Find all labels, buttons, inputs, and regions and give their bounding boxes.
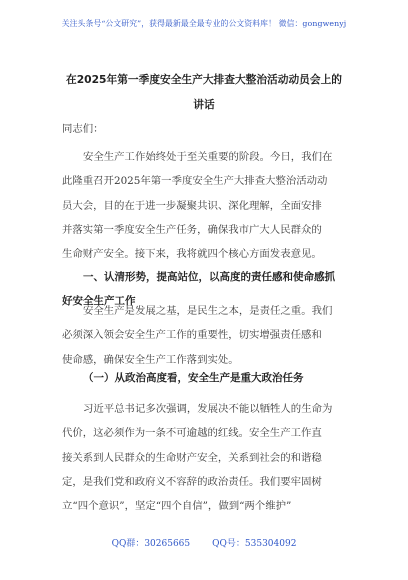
salutation <box>62 117 352 141</box>
section-1-heading-line-2: 好安全生产工作 <box>62 295 136 308</box>
intro-paragraph <box>62 145 352 266</box>
qq-number-text: QQ号：535304092 <box>212 539 297 549</box>
section-1-body-line-3: 使命感，确保安全生产工作落到实处。 <box>62 353 239 366</box>
title-line-2: 讲话 <box>193 98 215 111</box>
intro-line-1: 安全生产工作始终处于至关重要的阶段。今日，我们在 <box>83 151 333 163</box>
section-1-body-line-1: 安全生产是发展之基，是民生之本，是责任之重。我们 <box>83 305 333 317</box>
subsection-1-body-line-5: 立“四个意识”，坚定“四个自信”，做到“两个维护” <box>62 500 292 513</box>
subsection-1-heading: （一）从政治高度看，安全生产是重大政治任务 <box>83 372 304 384</box>
subsection-1-body-line-4: 定，是我们党和政府义不容辞的政治责任。我们要牢固树 <box>62 475 322 488</box>
intro-line-4: 并落实第一季度安全生产任务，确保我市广大人民群众的 <box>62 223 322 236</box>
promo-banner: 关注头条号“公文研究”，获得最新最全最专业的公文资料库！ 微信：gongwenyj <box>61 19 347 28</box>
section-1-body-line-2: 必须深入领会安全生产工作的重要性，切实增强责任感和 <box>62 329 322 342</box>
title-line-1: 在2025年第一季度安全生产大排查大整治活动动员会上的 <box>66 73 342 86</box>
subsection-1-body-line-3: 接关系到人民群众的生命财产安全，关系到社会的和谐稳 <box>62 451 322 464</box>
document-title <box>50 67 358 117</box>
section-1-heading-line-1: 一、认清形势，提高站位，以高度的责任感和使命感抓 <box>83 271 335 283</box>
section-1-body <box>62 299 352 372</box>
subsection-1-body-line-1: 习近平总书记多次强调，发展决不能以牺牲人的生命为 <box>83 403 333 415</box>
subsection-1-body-line-2: 代价，这必须作为一条不可逾越的红线。安全生产工作直 <box>62 427 322 440</box>
subsection-1-body <box>62 397 352 518</box>
salutation-text: 同志们： <box>62 123 104 135</box>
qq-group-text: QQ群：30265665 <box>111 539 191 549</box>
intro-line-3: 员大会，目的在于进一步凝聚共识、深化理解，全面安排 <box>62 199 322 212</box>
intro-line-2: 此隆重召开2025年第一季度安全生产大排查大整治活动动 <box>62 175 328 188</box>
page-footer <box>0 536 408 549</box>
intro-line-5: 生命财产安全。接下来，我将就四个核心方面发表意见。 <box>62 248 322 261</box>
